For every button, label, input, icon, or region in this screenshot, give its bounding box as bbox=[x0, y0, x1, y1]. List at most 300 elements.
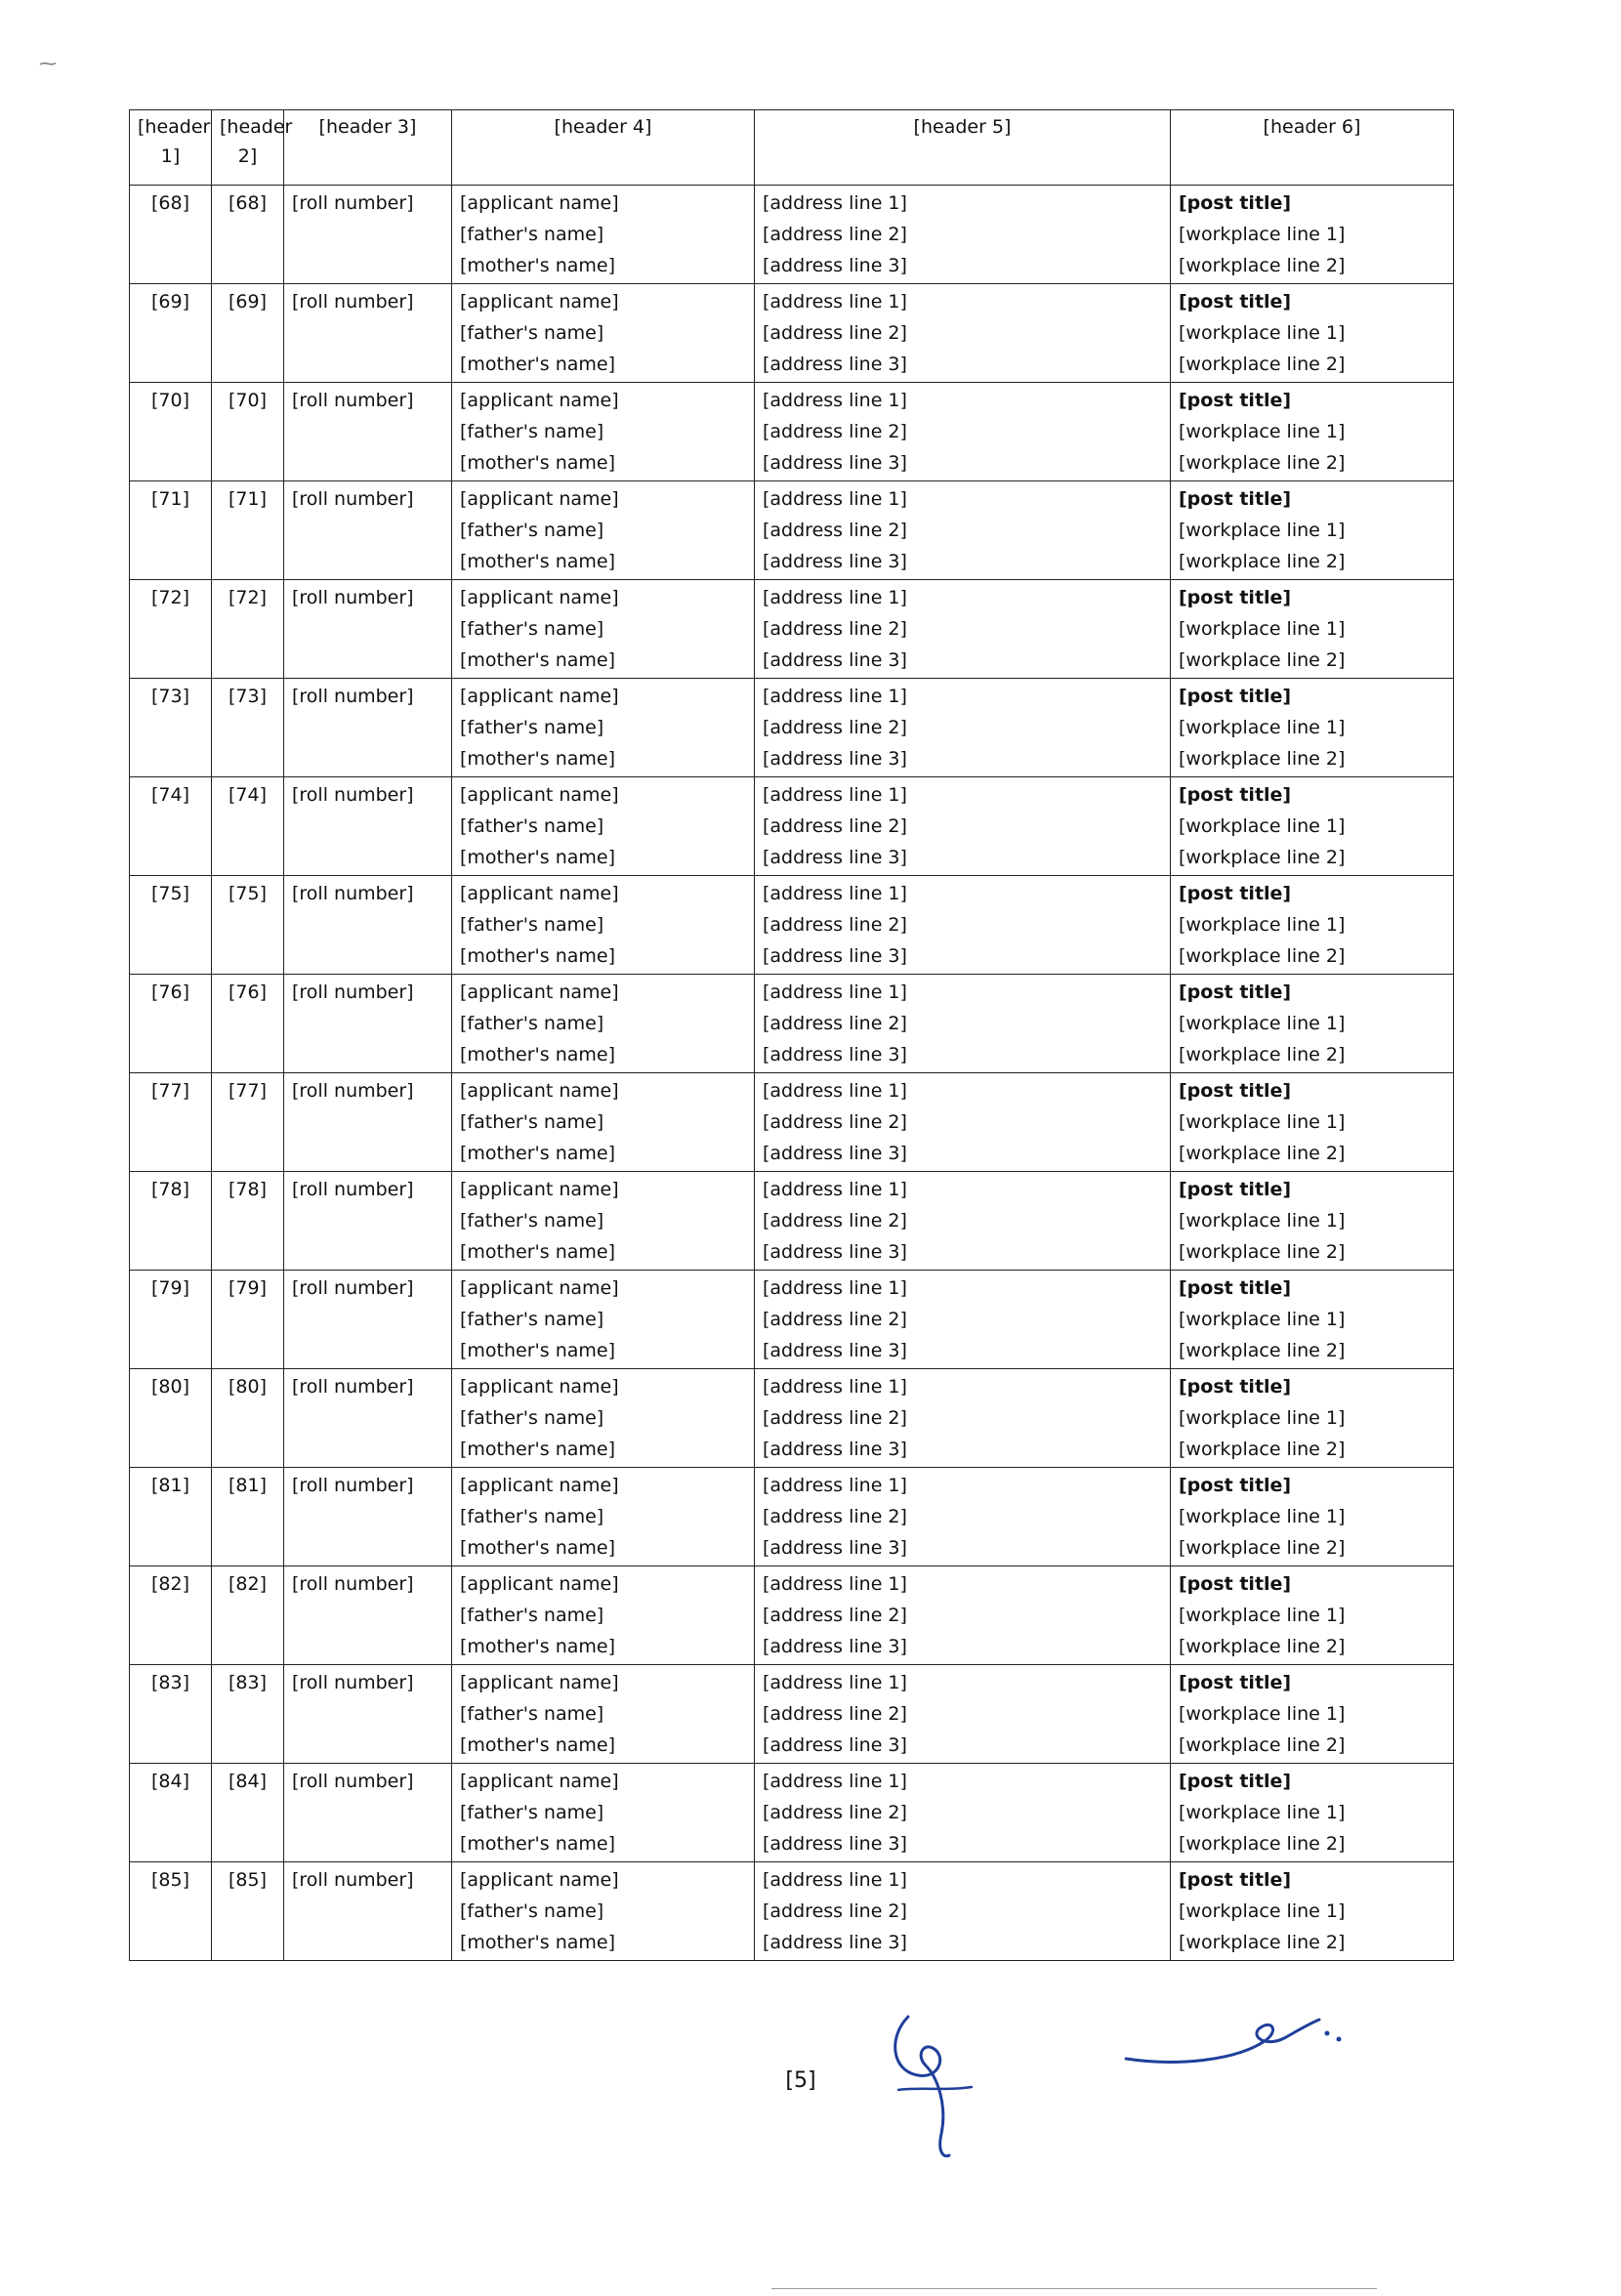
mother-name: [mother's name] bbox=[460, 1340, 615, 1361]
mother-name: [mother's name] bbox=[460, 1932, 615, 1953]
address-line: [address line 1] bbox=[763, 686, 907, 707]
table-row bbox=[130, 1862, 1454, 1961]
table-row bbox=[130, 1764, 1454, 1862]
address-line: [address line 2] bbox=[763, 717, 907, 738]
address-line: [address line 1] bbox=[763, 1573, 907, 1595]
workplace-line: [workplace line 1] bbox=[1179, 322, 1346, 344]
address-cell bbox=[755, 1862, 1171, 1961]
column-header: [header 1] bbox=[130, 110, 212, 186]
address-line: [address line 1] bbox=[763, 1869, 907, 1891]
address-line: [address line 3] bbox=[763, 255, 907, 276]
posting-cell bbox=[1171, 1665, 1454, 1764]
merit-rank-cell: [72] bbox=[212, 580, 284, 679]
address-line: [address line 1] bbox=[763, 1475, 907, 1496]
candidate-name: [applicant name] bbox=[460, 686, 619, 707]
serial-number-cell: [69] bbox=[130, 284, 212, 383]
posting-cell bbox=[1171, 1862, 1454, 1961]
table-row bbox=[130, 1271, 1454, 1369]
address-cell bbox=[755, 1172, 1171, 1271]
father-name: [father's name] bbox=[460, 1309, 604, 1330]
address-line: [address line 3] bbox=[763, 1833, 907, 1855]
father-name: [father's name] bbox=[460, 1703, 604, 1725]
post-title: [post title] bbox=[1179, 1376, 1292, 1398]
serial-number-cell: [68] bbox=[130, 186, 212, 284]
father-name: [father's name] bbox=[460, 1111, 604, 1133]
candidate-name: [applicant name] bbox=[460, 291, 619, 313]
address-line: [address line 3] bbox=[763, 1537, 907, 1559]
roll-number-cell: [roll number] bbox=[284, 1073, 452, 1172]
merit-rank-cell: [68] bbox=[212, 186, 284, 284]
posting-cell bbox=[1171, 975, 1454, 1073]
workplace-line: [workplace line 1] bbox=[1179, 1309, 1346, 1330]
workplace-line: [workplace line 2] bbox=[1179, 452, 1346, 474]
address-line: [address line 3] bbox=[763, 1044, 907, 1065]
posting-cell bbox=[1171, 1566, 1454, 1665]
serial-number-cell: [84] bbox=[130, 1764, 212, 1862]
posting-cell bbox=[1171, 284, 1454, 383]
mother-name: [mother's name] bbox=[460, 649, 615, 671]
address-line: [address line 2] bbox=[763, 1210, 907, 1231]
candidate-details-cell bbox=[452, 580, 755, 679]
father-name: [father's name] bbox=[460, 815, 604, 837]
roll-number-cell: [roll number] bbox=[284, 876, 452, 975]
address-cell bbox=[755, 1468, 1171, 1566]
address-cell bbox=[755, 284, 1171, 383]
workplace-line: [workplace line 1] bbox=[1179, 914, 1346, 936]
address-line: [address line 2] bbox=[763, 421, 907, 442]
address-cell bbox=[755, 481, 1171, 580]
roll-number-cell: [roll number] bbox=[284, 1172, 452, 1271]
candidate-name: [applicant name] bbox=[460, 784, 619, 806]
roll-number-cell: [roll number] bbox=[284, 383, 452, 481]
candidate-details-cell bbox=[452, 1271, 755, 1369]
workplace-line: [workplace line 1] bbox=[1179, 1703, 1346, 1725]
father-name: [father's name] bbox=[460, 520, 604, 541]
post-title: [post title] bbox=[1179, 1475, 1292, 1496]
workplace-line: [workplace line 2] bbox=[1179, 1143, 1346, 1164]
roll-number-cell: [roll number] bbox=[284, 1764, 452, 1862]
father-name: [father's name] bbox=[460, 1013, 604, 1034]
address-cell bbox=[755, 975, 1171, 1073]
signature-mark bbox=[879, 1997, 986, 2163]
workplace-line: [workplace line 2] bbox=[1179, 1734, 1346, 1756]
document-sheet bbox=[129, 109, 1453, 1961]
serial-number-cell: [83] bbox=[130, 1665, 212, 1764]
table-row bbox=[130, 777, 1454, 876]
address-line: [address line 1] bbox=[763, 1080, 907, 1102]
address-cell bbox=[755, 580, 1171, 679]
candidate-name: [applicant name] bbox=[460, 1080, 619, 1102]
address-line: [address line 2] bbox=[763, 1605, 907, 1626]
post-title: [post title] bbox=[1179, 1080, 1292, 1102]
workplace-line: [workplace line 2] bbox=[1179, 1044, 1346, 1065]
candidate-details-cell bbox=[452, 1764, 755, 1862]
father-name: [father's name] bbox=[460, 1407, 604, 1429]
table-row bbox=[130, 1665, 1454, 1764]
merit-rank-cell: [71] bbox=[212, 481, 284, 580]
mother-name: [mother's name] bbox=[460, 354, 615, 375]
table-row bbox=[130, 1073, 1454, 1172]
post-title: [post title] bbox=[1179, 291, 1292, 313]
workplace-line: [workplace line 1] bbox=[1179, 1506, 1346, 1527]
candidate-name: [applicant name] bbox=[460, 488, 619, 510]
address-line: [address line 2] bbox=[763, 224, 907, 245]
scan-mark: ⁓ bbox=[39, 54, 57, 74]
merit-rank-cell: [75] bbox=[212, 876, 284, 975]
serial-number-cell: [71] bbox=[130, 481, 212, 580]
results-table bbox=[129, 109, 1454, 1961]
merit-rank-cell: [76] bbox=[212, 975, 284, 1073]
serial-number-cell: [77] bbox=[130, 1073, 212, 1172]
posting-cell bbox=[1171, 383, 1454, 481]
workplace-line: [workplace line 1] bbox=[1179, 224, 1346, 245]
address-cell bbox=[755, 1271, 1171, 1369]
post-title: [post title] bbox=[1179, 192, 1292, 214]
footer-rule bbox=[771, 2288, 1377, 2289]
candidate-name: [applicant name] bbox=[460, 981, 619, 1003]
mother-name: [mother's name] bbox=[460, 255, 615, 276]
mother-name: [mother's name] bbox=[460, 1537, 615, 1559]
address-cell bbox=[755, 1073, 1171, 1172]
candidate-details-cell bbox=[452, 284, 755, 383]
workplace-line: [workplace line 2] bbox=[1179, 1833, 1346, 1855]
mother-name: [mother's name] bbox=[460, 1734, 615, 1756]
mother-name: [mother's name] bbox=[460, 1241, 615, 1263]
address-cell bbox=[755, 1665, 1171, 1764]
address-line: [address line 3] bbox=[763, 551, 907, 572]
mother-name: [mother's name] bbox=[460, 452, 615, 474]
address-line: [address line 3] bbox=[763, 748, 907, 770]
address-line: [address line 1] bbox=[763, 784, 907, 806]
address-line: [address line 1] bbox=[763, 1771, 907, 1792]
serial-number-cell: [75] bbox=[130, 876, 212, 975]
table-row bbox=[130, 876, 1454, 975]
workplace-line: [workplace line 1] bbox=[1179, 1802, 1346, 1823]
column-header: [header 6] bbox=[1171, 110, 1454, 186]
serial-number-cell: [81] bbox=[130, 1468, 212, 1566]
posting-cell bbox=[1171, 481, 1454, 580]
post-title: [post title] bbox=[1179, 1277, 1292, 1299]
workplace-line: [workplace line 2] bbox=[1179, 1636, 1346, 1657]
posting-cell bbox=[1171, 1172, 1454, 1271]
address-line: [address line 1] bbox=[763, 883, 907, 904]
column-header: [header 2] bbox=[212, 110, 284, 186]
serial-number-cell: [72] bbox=[130, 580, 212, 679]
mother-name: [mother's name] bbox=[460, 1636, 615, 1657]
address-line: [address line 3] bbox=[763, 847, 907, 868]
merit-rank-cell: [78] bbox=[212, 1172, 284, 1271]
mother-name: [mother's name] bbox=[460, 1143, 615, 1164]
candidate-details-cell bbox=[452, 1566, 755, 1665]
posting-cell bbox=[1171, 1271, 1454, 1369]
workplace-line: [workplace line 2] bbox=[1179, 551, 1346, 572]
father-name: [father's name] bbox=[460, 1605, 604, 1626]
address-line: [address line 2] bbox=[763, 815, 907, 837]
candidate-name: [applicant name] bbox=[460, 1376, 619, 1398]
workplace-line: [workplace line 1] bbox=[1179, 1013, 1346, 1034]
workplace-line: [workplace line 1] bbox=[1179, 1407, 1346, 1429]
address-line: [address line 1] bbox=[763, 1179, 907, 1200]
candidate-name: [applicant name] bbox=[460, 587, 619, 608]
workplace-line: [workplace line 1] bbox=[1179, 1605, 1346, 1626]
address-line: [address line 2] bbox=[763, 1703, 907, 1725]
candidate-name: [applicant name] bbox=[460, 1475, 619, 1496]
page-number: [5] bbox=[785, 2068, 816, 2093]
father-name: [father's name] bbox=[460, 1506, 604, 1527]
workplace-line: [workplace line 2] bbox=[1179, 1932, 1346, 1953]
address-line: [address line 3] bbox=[763, 1241, 907, 1263]
address-line: [address line 1] bbox=[763, 291, 907, 313]
table-row bbox=[130, 284, 1454, 383]
address-cell bbox=[755, 1369, 1171, 1468]
table-header-row bbox=[130, 110, 1454, 186]
candidate-details-cell bbox=[452, 1468, 755, 1566]
roll-number-cell: [roll number] bbox=[284, 777, 452, 876]
roll-number-cell: [roll number] bbox=[284, 1862, 452, 1961]
roll-number-cell: [roll number] bbox=[284, 1369, 452, 1468]
table-row bbox=[130, 481, 1454, 580]
candidate-details-cell bbox=[452, 876, 755, 975]
candidate-details-cell bbox=[452, 1172, 755, 1271]
candidate-details-cell bbox=[452, 975, 755, 1073]
table-row bbox=[130, 1172, 1454, 1271]
serial-number-cell: [76] bbox=[130, 975, 212, 1073]
candidate-name: [applicant name] bbox=[460, 883, 619, 904]
address-line: [address line 1] bbox=[763, 1672, 907, 1693]
address-line: [address line 3] bbox=[763, 1340, 907, 1361]
address-line: [address line 1] bbox=[763, 1376, 907, 1398]
candidate-name: [applicant name] bbox=[460, 192, 619, 214]
father-name: [father's name] bbox=[460, 914, 604, 936]
workplace-line: [workplace line 1] bbox=[1179, 421, 1346, 442]
workplace-line: [workplace line 1] bbox=[1179, 1111, 1346, 1133]
address-cell bbox=[755, 383, 1171, 481]
mother-name: [mother's name] bbox=[460, 847, 615, 868]
post-title: [post title] bbox=[1179, 1672, 1292, 1693]
roll-number-cell: [roll number] bbox=[284, 1271, 452, 1369]
posting-cell bbox=[1171, 1764, 1454, 1862]
candidate-details-cell bbox=[452, 1369, 755, 1468]
workplace-line: [workplace line 2] bbox=[1179, 748, 1346, 770]
address-cell bbox=[755, 777, 1171, 876]
candidate-name: [applicant name] bbox=[460, 1179, 619, 1200]
posting-cell bbox=[1171, 1073, 1454, 1172]
mother-name: [mother's name] bbox=[460, 1044, 615, 1065]
post-title: [post title] bbox=[1179, 883, 1292, 904]
father-name: [father's name] bbox=[460, 1802, 604, 1823]
post-title: [post title] bbox=[1179, 981, 1292, 1003]
address-line: [address line 3] bbox=[763, 649, 907, 671]
mother-name: [mother's name] bbox=[460, 748, 615, 770]
address-line: [address line 2] bbox=[763, 520, 907, 541]
post-title: [post title] bbox=[1179, 1573, 1292, 1595]
candidate-details-cell bbox=[452, 481, 755, 580]
candidate-details-cell bbox=[452, 777, 755, 876]
father-name: [father's name] bbox=[460, 421, 604, 442]
post-title: [post title] bbox=[1179, 587, 1292, 608]
address-line: [address line 2] bbox=[763, 1506, 907, 1527]
workplace-line: [workplace line 2] bbox=[1179, 649, 1346, 671]
posting-cell bbox=[1171, 876, 1454, 975]
address-line: [address line 3] bbox=[763, 1932, 907, 1953]
mother-name: [mother's name] bbox=[460, 945, 615, 967]
serial-number-cell: [78] bbox=[130, 1172, 212, 1271]
address-line: [address line 2] bbox=[763, 1013, 907, 1034]
candidate-details-cell bbox=[452, 1862, 755, 1961]
address-line: [address line 3] bbox=[763, 1439, 907, 1460]
posting-cell bbox=[1171, 1369, 1454, 1468]
address-line: [address line 2] bbox=[763, 1111, 907, 1133]
workplace-line: [workplace line 1] bbox=[1179, 1210, 1346, 1231]
address-cell bbox=[755, 1566, 1171, 1665]
mother-name: [mother's name] bbox=[460, 1439, 615, 1460]
address-line: [address line 2] bbox=[763, 322, 907, 344]
roll-number-cell: [roll number] bbox=[284, 975, 452, 1073]
serial-number-cell: [79] bbox=[130, 1271, 212, 1369]
roll-number-cell: [roll number] bbox=[284, 1665, 452, 1764]
serial-number-cell: [85] bbox=[130, 1862, 212, 1961]
serial-number-cell: [73] bbox=[130, 679, 212, 777]
posting-cell bbox=[1171, 186, 1454, 284]
workplace-line: [workplace line 2] bbox=[1179, 847, 1346, 868]
column-header: [header 5] bbox=[755, 110, 1171, 186]
post-title: [post title] bbox=[1179, 1179, 1292, 1200]
candidate-name: [applicant name] bbox=[460, 1277, 619, 1299]
workplace-line: [workplace line 1] bbox=[1179, 1900, 1346, 1922]
column-header: [header 4] bbox=[452, 110, 755, 186]
posting-cell bbox=[1171, 777, 1454, 876]
posting-cell bbox=[1171, 1468, 1454, 1566]
workplace-line: [workplace line 2] bbox=[1179, 1439, 1346, 1460]
candidate-name: [applicant name] bbox=[460, 390, 619, 411]
table-row bbox=[130, 580, 1454, 679]
workplace-line: [workplace line 2] bbox=[1179, 945, 1346, 967]
candidate-details-cell bbox=[452, 186, 755, 284]
candidate-name: [applicant name] bbox=[460, 1869, 619, 1891]
father-name: [father's name] bbox=[460, 224, 604, 245]
father-name: [father's name] bbox=[460, 1210, 604, 1231]
address-line: [address line 2] bbox=[763, 1802, 907, 1823]
merit-rank-cell: [82] bbox=[212, 1566, 284, 1665]
address-line: [address line 3] bbox=[763, 354, 907, 375]
address-cell bbox=[755, 1764, 1171, 1862]
address-line: [address line 2] bbox=[763, 1309, 907, 1330]
address-line: [address line 2] bbox=[763, 618, 907, 640]
roll-number-cell: [roll number] bbox=[284, 580, 452, 679]
serial-number-cell: [82] bbox=[130, 1566, 212, 1665]
post-title: [post title] bbox=[1179, 784, 1292, 806]
address-line: [address line 1] bbox=[763, 192, 907, 214]
address-line: [address line 1] bbox=[763, 1277, 907, 1299]
roll-number-cell: [roll number] bbox=[284, 679, 452, 777]
merit-rank-cell: [73] bbox=[212, 679, 284, 777]
roll-number-cell: [roll number] bbox=[284, 1566, 452, 1665]
column-header: [header 3] bbox=[284, 110, 452, 186]
merit-rank-cell: [80] bbox=[212, 1369, 284, 1468]
posting-cell bbox=[1171, 679, 1454, 777]
merit-rank-cell: [74] bbox=[212, 777, 284, 876]
address-line: [address line 1] bbox=[763, 390, 907, 411]
address-cell bbox=[755, 876, 1171, 975]
merit-rank-cell: [77] bbox=[212, 1073, 284, 1172]
address-cell bbox=[755, 186, 1171, 284]
address-cell bbox=[755, 679, 1171, 777]
candidate-details-cell bbox=[452, 1665, 755, 1764]
table-row bbox=[130, 1369, 1454, 1468]
table-row bbox=[130, 975, 1454, 1073]
address-line: [address line 1] bbox=[763, 587, 907, 608]
workplace-line: [workplace line 2] bbox=[1179, 354, 1346, 375]
father-name: [father's name] bbox=[460, 618, 604, 640]
table-row bbox=[130, 679, 1454, 777]
merit-rank-cell: [70] bbox=[212, 383, 284, 481]
workplace-line: [workplace line 1] bbox=[1179, 717, 1346, 738]
workplace-line: [workplace line 1] bbox=[1179, 618, 1346, 640]
address-line: [address line 3] bbox=[763, 1734, 907, 1756]
table-row bbox=[130, 1468, 1454, 1566]
address-line: [address line 2] bbox=[763, 1407, 907, 1429]
address-line: [address line 1] bbox=[763, 981, 907, 1003]
address-line: [address line 3] bbox=[763, 1636, 907, 1657]
signature-mark bbox=[1118, 2002, 1352, 2070]
workplace-line: [workplace line 2] bbox=[1179, 255, 1346, 276]
candidate-details-cell bbox=[452, 679, 755, 777]
merit-rank-cell: [84] bbox=[212, 1764, 284, 1862]
workplace-line: [workplace line 2] bbox=[1179, 1241, 1346, 1263]
candidate-details-cell bbox=[452, 383, 755, 481]
address-line: [address line 2] bbox=[763, 1900, 907, 1922]
serial-number-cell: [80] bbox=[130, 1369, 212, 1468]
roll-number-cell: [roll number] bbox=[284, 284, 452, 383]
posting-cell bbox=[1171, 580, 1454, 679]
serial-number-cell: [70] bbox=[130, 383, 212, 481]
merit-rank-cell: [85] bbox=[212, 1862, 284, 1961]
table-row bbox=[130, 186, 1454, 284]
merit-rank-cell: [83] bbox=[212, 1665, 284, 1764]
serial-number-cell: [74] bbox=[130, 777, 212, 876]
merit-rank-cell: [79] bbox=[212, 1271, 284, 1369]
candidate-name: [applicant name] bbox=[460, 1573, 619, 1595]
roll-number-cell: [roll number] bbox=[284, 186, 452, 284]
post-title: [post title] bbox=[1179, 488, 1292, 510]
candidate-name: [applicant name] bbox=[460, 1672, 619, 1693]
mother-name: [mother's name] bbox=[460, 1833, 615, 1855]
father-name: [father's name] bbox=[460, 1900, 604, 1922]
address-line: [address line 1] bbox=[763, 488, 907, 510]
post-title: [post title] bbox=[1179, 1869, 1292, 1891]
workplace-line: [workplace line 2] bbox=[1179, 1340, 1346, 1361]
table-row bbox=[130, 383, 1454, 481]
workplace-line: [workplace line 1] bbox=[1179, 520, 1346, 541]
candidate-details-cell bbox=[452, 1073, 755, 1172]
post-title: [post title] bbox=[1179, 390, 1292, 411]
roll-number-cell: [roll number] bbox=[284, 1468, 452, 1566]
workplace-line: [workplace line 2] bbox=[1179, 1537, 1346, 1559]
address-line: [address line 2] bbox=[763, 914, 907, 936]
post-title: [post title] bbox=[1179, 1771, 1292, 1792]
mother-name: [mother's name] bbox=[460, 551, 615, 572]
merit-rank-cell: [81] bbox=[212, 1468, 284, 1566]
father-name: [father's name] bbox=[460, 322, 604, 344]
address-line: [address line 3] bbox=[763, 945, 907, 967]
father-name: [father's name] bbox=[460, 717, 604, 738]
roll-number-cell: [roll number] bbox=[284, 481, 452, 580]
address-line: [address line 3] bbox=[763, 1143, 907, 1164]
workplace-line: [workplace line 1] bbox=[1179, 815, 1346, 837]
table-row bbox=[130, 1566, 1454, 1665]
post-title: [post title] bbox=[1179, 686, 1292, 707]
candidate-name: [applicant name] bbox=[460, 1771, 619, 1792]
